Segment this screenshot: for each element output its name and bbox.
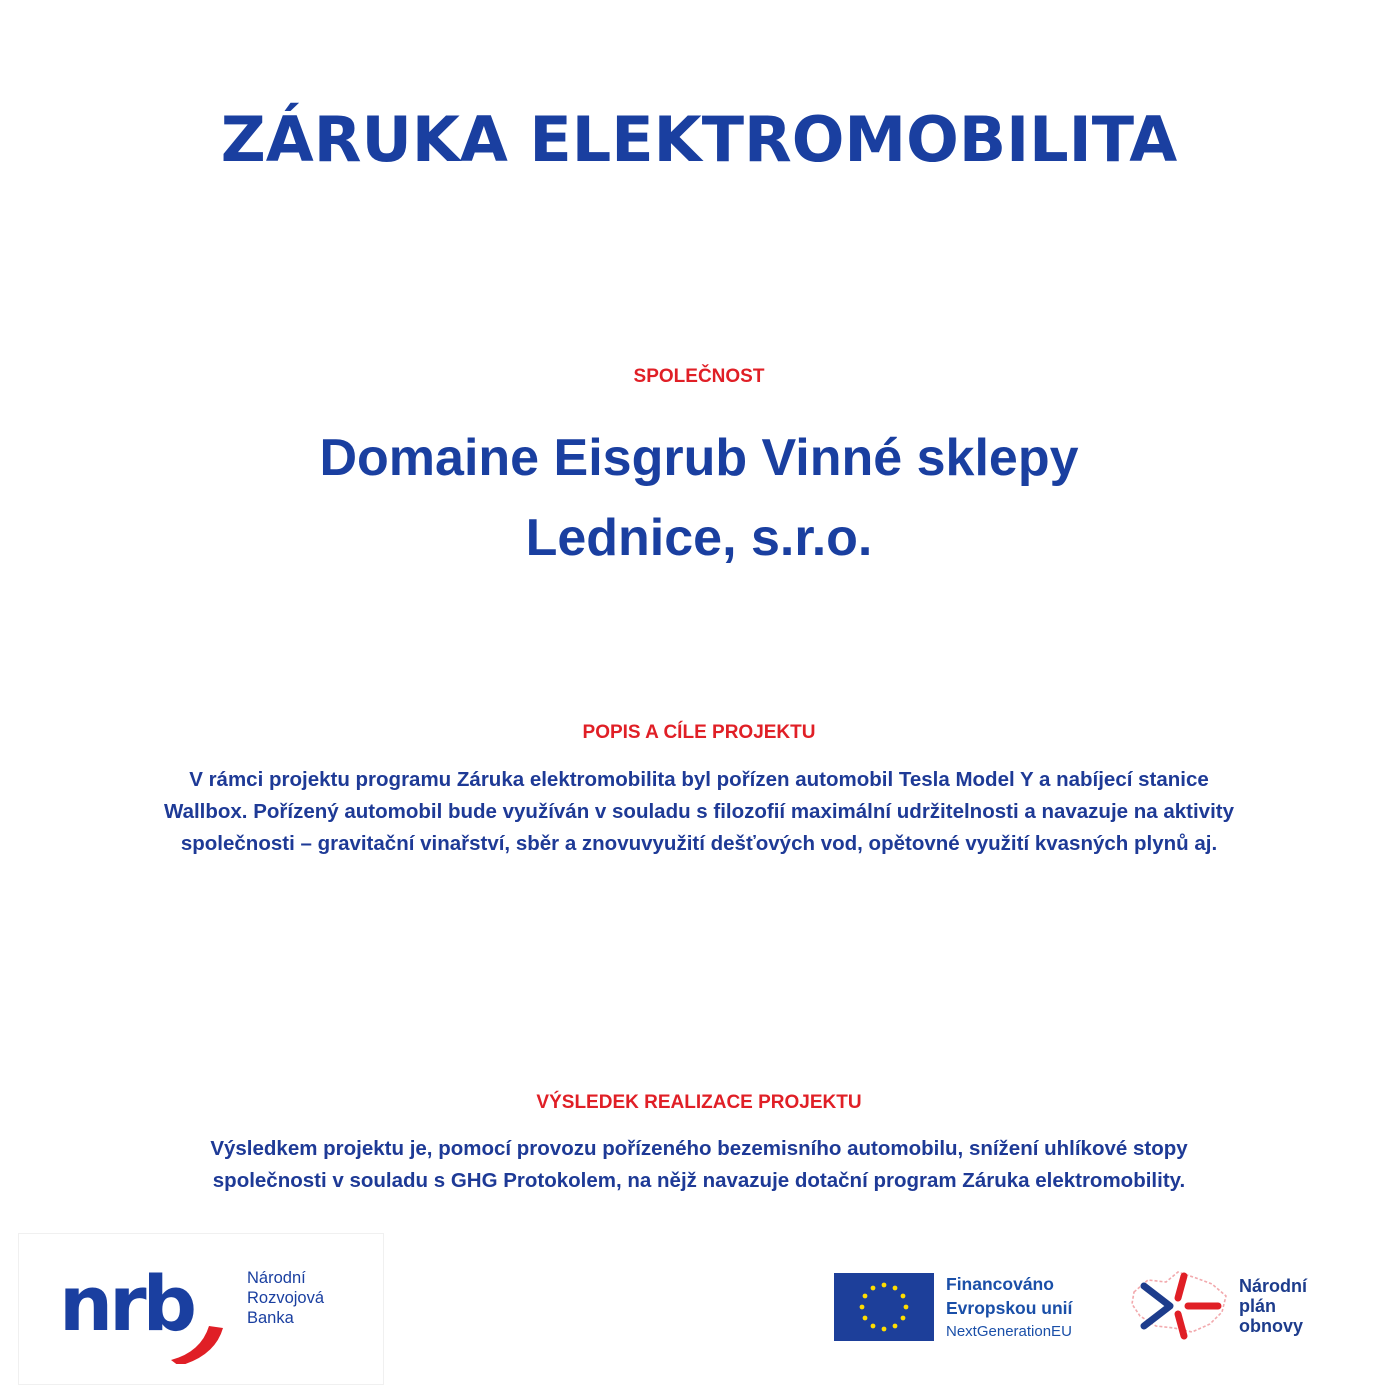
nrb-logo-text	[247, 1268, 324, 1328]
npo-line3: obnovy	[1239, 1316, 1304, 1336]
eu-flag-icon	[834, 1273, 934, 1341]
npo-line1: Národní	[1239, 1276, 1308, 1296]
npo-line2: plán	[1239, 1296, 1277, 1316]
eu-line1: Financováno	[946, 1274, 1054, 1294]
description-heading: POPIS A CÍLE PROJEKTU	[582, 722, 816, 743]
eu-line3: NextGenerationEU	[946, 1323, 1072, 1340]
company-name-line1: Domaine Eisgrub Vinné sklepy	[319, 429, 1079, 487]
company-name	[0, 418, 1398, 578]
eu-line2: Evropskou unií	[946, 1298, 1073, 1318]
nrb-logo-icon	[59, 1264, 239, 1364]
eu-logo-text	[946, 1272, 1072, 1344]
nrb-logo	[18, 1233, 384, 1385]
page-title: ZÁRUKA ELEKTROMOBILITA	[220, 103, 1178, 176]
result-heading: VÝSLEDEK REALIZACE PROJEKTU	[536, 1092, 862, 1113]
nrb-line3: Banka	[247, 1309, 294, 1327]
npo-logo-icon	[1126, 1262, 1236, 1346]
company-label: SPOLEČNOST	[633, 366, 765, 387]
npo-logo-text	[1239, 1276, 1307, 1336]
description-text: V rámci projektu programu Záruka elektromobilita byl pořízen automobil Tesla Model Y a nabíjecí stanice Wallbox. Pořízený automobil bude využíván v souladu s filozofií maximální udržitelnosti a navazuje na aktivity společnosti – gravitační vinařství, sběr a znovuvyužití dešťových vod, opětovné využití kvasných plynů aj.	[163, 768, 1234, 855]
company-name-line2: Lednice, s.r.o.	[525, 509, 873, 567]
nrb-wordmark: nrb	[59, 1264, 193, 1348]
nrb-line1: Národní	[247, 1269, 306, 1287]
nrb-line2: Rozvojová	[247, 1289, 325, 1307]
result-text: Výsledkem projektu je, pomocí provozu pořízeného bezemisního automobilu, snížení uhlíkové stopy společnosti v souladu s GHG Protokolem, na nějž navazuje dotační program Záruka elektromobility.	[210, 1137, 1188, 1192]
